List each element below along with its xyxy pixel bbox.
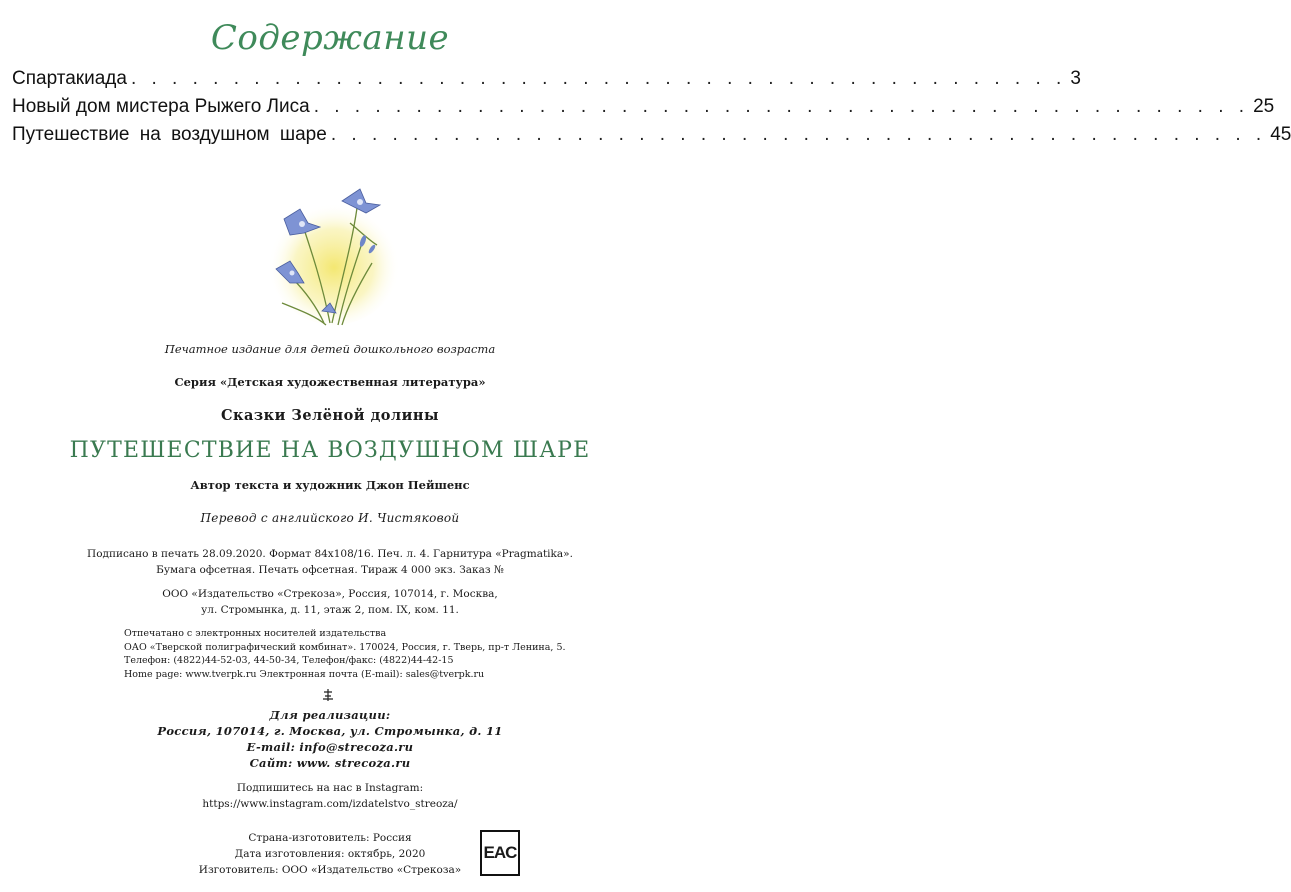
origin-line: Изготовитель: ООО «Издательство «Стрекоза» bbox=[198, 864, 462, 876]
toc-title: Содержание bbox=[210, 18, 450, 58]
print-info-line: Подписано в печать 28.09.2020. Формат 84х108/16. Печ. л. 4. Гарнитура «Pragmatika». bbox=[87, 548, 573, 560]
toc-entry[interactable] bbox=[12, 68, 1081, 96]
toc-entry[interactable] bbox=[12, 124, 1291, 152]
publisher-address bbox=[0, 586, 660, 618]
toc-list bbox=[12, 68, 1291, 152]
instagram-link[interactable]: https://www.instagram.com/izdatelstvo_streoza/ bbox=[202, 798, 458, 810]
origin-line: Страна-изготовитель: Россия bbox=[248, 832, 412, 844]
printer-line: ОАО «Тверской полиграфический комбинат». 170024, Россия, г. Тверь, пр-т Ленина, 5. bbox=[124, 641, 566, 653]
toc-entry-title: Новый дом мистера Рыжего Лиса bbox=[12, 96, 310, 117]
series-label: Серия «Детская художественная литература» bbox=[174, 375, 486, 389]
translator-line: Перевод с английского И. Чистяковой bbox=[200, 511, 460, 525]
sales-heading: Для реализации: bbox=[269, 708, 391, 722]
toc-leader-dots: . . . . . . . . . . . . . . . . . . . . . . . . . . . . . . . . . . . . . . . . . . . . . . bbox=[130, 68, 1067, 89]
printer-info bbox=[124, 627, 564, 681]
toc-entry[interactable] bbox=[12, 96, 1275, 124]
sales-website[interactable]: Сайт: www. strecoza.ru bbox=[249, 756, 411, 770]
printer-line: Телефон: (4822)44-52-03, 44-50-34, Телефон/факс: (4822)44-42-15 bbox=[124, 655, 454, 666]
printer-line: Отпечатано с электронных носителей издательства bbox=[124, 628, 387, 639]
toc-entry-title: Спартакиада bbox=[12, 68, 127, 89]
flower-illustration bbox=[262, 183, 402, 328]
sales-info bbox=[0, 707, 660, 771]
origin-line: Дата изготовления: октябрь, 2020 bbox=[234, 848, 426, 860]
eac-certification-icon: EAC bbox=[480, 830, 520, 876]
printer-line: Home page: www.tverpk.ru Электронная почта (E-mail): sales@tverpk.ru bbox=[124, 668, 485, 680]
author-line: Автор текста и художник Джон Пейшенс bbox=[190, 478, 470, 492]
audience-note: Печатное издание для детей дошкольного возраста bbox=[164, 342, 496, 356]
print-info-line: Бумага офсетная. Печать офсетная. Тираж 4 000 экз. Заказ № bbox=[156, 564, 504, 576]
toc-entry-page: 45 bbox=[1270, 124, 1291, 145]
print-info bbox=[0, 546, 660, 578]
collection-title: Сказки Зелёной долины bbox=[220, 407, 440, 424]
book-title: ПУТЕШЕСТВИЕ НА ВОЗДУШНОМ ШАРЕ bbox=[69, 438, 591, 463]
instagram-info bbox=[0, 780, 660, 812]
publisher-line: ООО «Издательство «Стрекоза», Россия, 107014, г. Москва, bbox=[162, 588, 498, 600]
toc-entry-page: 3 bbox=[1070, 68, 1081, 89]
publisher-line: ул. Стромынка, д. 11, этаж 2, пом. IX, ком. 11. bbox=[201, 604, 459, 616]
instagram-label: Подпишитесь на нас в Instagram: bbox=[236, 782, 424, 794]
toc-entry-title: Путешествие на воздушном шаре bbox=[12, 124, 327, 145]
sales-address: Россия, 107014, г. Москва, ул. Стромынка, д. 11 bbox=[157, 724, 503, 738]
toc-leader-dots: . . . . . . . . . . . . . . . . . . . . . . . . . . . . . . . . . . . . . . . . . . . . . . bbox=[330, 124, 1267, 145]
origin-info bbox=[0, 830, 660, 878]
toc-entry-page: 25 bbox=[1253, 96, 1275, 117]
publisher-emblem-icon bbox=[322, 688, 334, 702]
toc-leader-dots: . . . . . . . . . . . . . . . . . . . . . . . . . . . . . . . . . . . . . . . . . . . . . . bbox=[313, 96, 1250, 117]
sales-email[interactable]: E-mail: info@strecoza.ru bbox=[246, 740, 414, 754]
